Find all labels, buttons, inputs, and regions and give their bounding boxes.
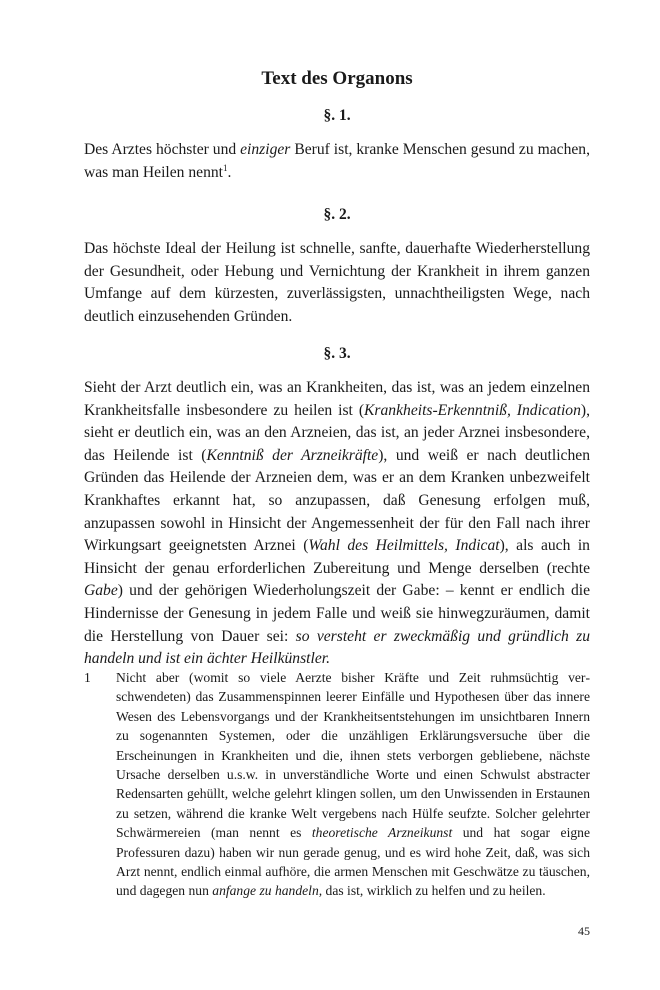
text-run: Nicht aber (womit so viele Aerzte bisher Kräfte und Zeit ruhmsüchtig verschwendeten) das Zusammenspinnen leerer Einfälle und Hypothesen über das innere Wesen des Lebensvorgangs und der Krankheitsentstehungen im unsichtbaren Innern zu sogenannten Systemen, oder die unzähligen Erklärungsversuche über die Erscheinungen in Krankheiten und die, ihnen stets verborgen gebliebene, nächste Ursache derselben u.s.w. in unverständliche Worte und einen Schwulst abstracter Redensarten gehüllt, welche gelehrt klingen sollen, um den Unwissenden in Erstaunen zu setzen, während die kranke Welt vergebens nach Hülfe seufzte. Solcher gelehrter Schwärmereien (man nennt es xyxy=(116,670,590,841)
text-run: Beruf ist, kranke Menschen gesund zu machen, was man Heilen nennt xyxy=(84,141,590,181)
text-run: ), als auch in Hinsicht der genau erforderlichen Zubereitung und Menge derselben (rechte xyxy=(84,537,590,577)
text-run: das ist, wirklich zu helfen und zu heilen. xyxy=(322,883,546,899)
section-paragraph-1 xyxy=(84,139,590,184)
section-heading-2: §. 2. xyxy=(323,206,351,223)
section-heading-3: §. 3. xyxy=(323,345,351,362)
text-run: Sieht der Arzt deutlich ein, was an Krankheiten, das ist, was an jedem einzelnen Krankheitsfalle insbesondere zu heilen ist ( xyxy=(84,379,590,419)
page-number: 45 xyxy=(578,924,590,938)
text-run: Des Arztes höchster und xyxy=(84,141,241,158)
italic-text: anfange zu handeln, xyxy=(212,883,323,899)
text-run: ), sieht er deutlich ein, was an den Arzneien, das ist, an jeder Arznei insbesondere, das Heilende ist ( xyxy=(84,401,590,464)
section-paragraph-3 xyxy=(84,377,590,671)
footnote-text xyxy=(116,668,590,901)
italic-text: Gabe xyxy=(84,582,118,600)
text-run: und hat sogar eigne Professuren dazu) haben wir nun gerade genug, und es wird hohe Zeit, daß, was sich Arzt nennt, endlich einmal aufhöre, die armen Menschen mit Geschwätze zu täuschen, und dagegen nun xyxy=(116,825,590,899)
italic-text: theoretische Arzneikunst xyxy=(311,825,453,841)
section-paragraph-2 xyxy=(84,238,590,328)
text-run: ) und der gehörigen Wiederholungszeit der Gabe: – kennt er endlich die Hindernisse der Genesung in jedem Falle und weiß sie hinwegzuräumen, damit die Herstellung von Dauer sei: xyxy=(84,582,590,645)
italic-text: Wahl des Heilmittels, Indicat xyxy=(308,537,500,555)
footnote-number: 1 xyxy=(84,670,91,685)
text-run: ), und weiß er nach deutlichen Gründen das Heilende der Arzneien dem, was er an dem Kranken unbezweifelt Krankhaftes erkannt hat, so anzupassen, daß Genesung erfolgen muß, anzupassen sowohl in Hinsicht der Angemessenheit der für den Fall nach ihrer Wirkungsart geeignetsten Arznei ( xyxy=(84,446,590,555)
text-run: . xyxy=(227,163,232,181)
italic-text: Krankheits-Erkenntniß, Indication xyxy=(364,401,581,419)
text-run: Das höchste Ideal der Heilung ist schnelle, sanfte, dauerhafte Wiederherstellung der Gesundheit, oder Hebung und Vernichtung der Krankheit in ihrem ganzen Umfange auf dem kürzesten, zuverlässigsten, unnachtheiligsten Wege, nach deutlich einzusehenden Gründen. xyxy=(84,240,590,325)
footnote-reference: 1 xyxy=(223,162,228,173)
italic-text: Kenntniß der Arzneikräfte xyxy=(206,446,379,464)
page-title: Text des Organons xyxy=(261,68,413,89)
section-heading-1: §. 1. xyxy=(323,107,351,124)
italic-text: so versteht er zweckmäßig und gründlich zu handeln und ist ein ächter Heilkünstler. xyxy=(84,627,590,668)
italic-text: einziger xyxy=(240,141,291,158)
